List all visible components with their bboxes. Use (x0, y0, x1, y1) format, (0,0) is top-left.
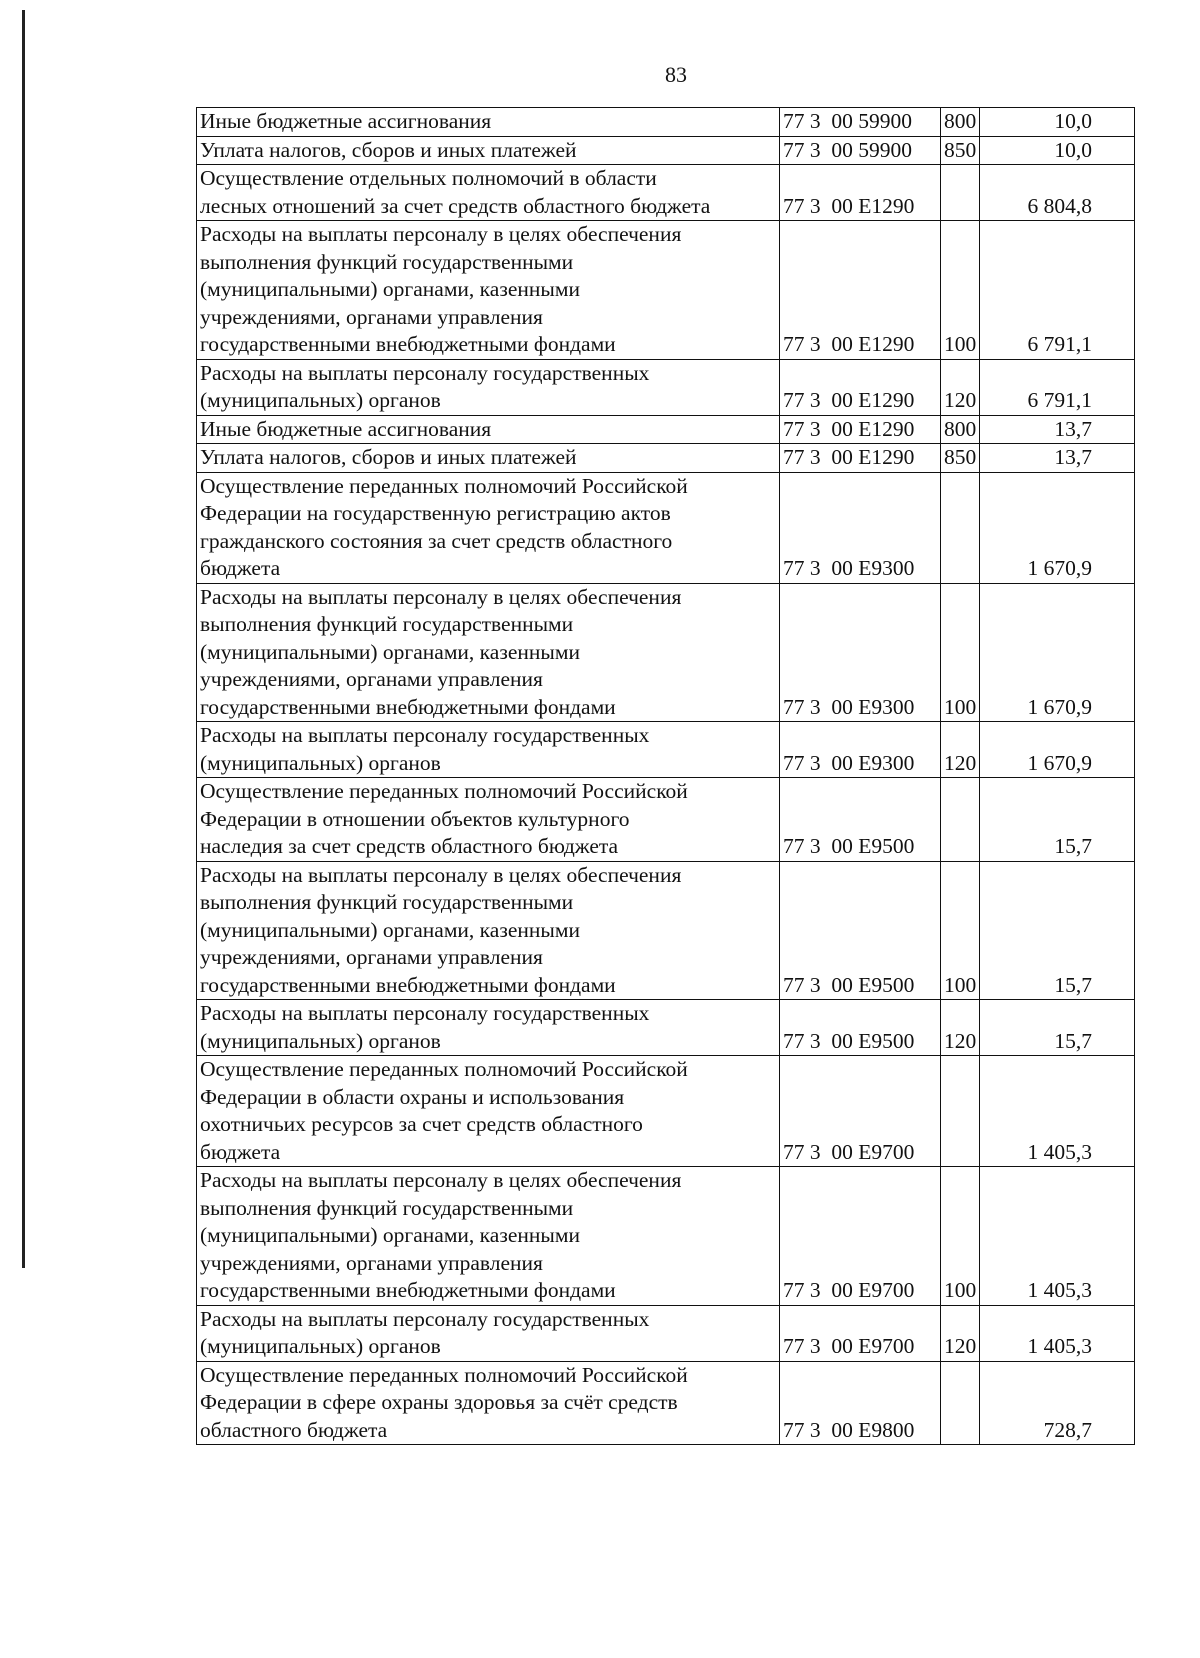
row-amount: 15,7 (980, 778, 1135, 862)
row-code: 77 3 00 Е9500 (780, 1000, 941, 1056)
row-expense-type: 850 (941, 136, 980, 165)
row-amount: 6 804,8 (980, 165, 1135, 221)
row-code: 77 3 00 Е9700 (780, 1167, 941, 1306)
row-description: Осуществление переданных полномочий Российской Федерации на государственную регистрацию актов гражданского состояния за счет средств областного бюджета (197, 472, 780, 583)
row-description: Иные бюджетные ассигнования (197, 108, 780, 137)
row-expense-type: 100 (941, 1167, 980, 1306)
row-code: 77 3 00 Е9500 (780, 861, 941, 1000)
row-amount: 1 670,9 (980, 722, 1135, 778)
row-description: Расходы на выплаты персоналу в целях обеспечения выполнения функций государственными (муниципальными) органами, казенными учреждениями, органами управления государственными внебюджетными фондами (197, 861, 780, 1000)
row-code: 77 3 00 Е1290 (780, 444, 941, 473)
table-row (197, 778, 1135, 862)
row-amount: 10,0 (980, 108, 1135, 137)
row-amount: 1 405,3 (980, 1056, 1135, 1167)
table-row (197, 359, 1135, 415)
row-description: Уплата налогов, сборов и иных платежей (197, 444, 780, 473)
row-amount: 13,7 (980, 444, 1135, 473)
row-amount: 728,7 (980, 1361, 1135, 1445)
row-expense-type: 100 (941, 583, 980, 722)
page-number: 83 (665, 62, 687, 87)
row-expense-type: 120 (941, 1000, 980, 1056)
row-amount: 1 670,9 (980, 472, 1135, 583)
row-description: Расходы на выплаты персоналу государственных (муниципальных) органов (197, 359, 780, 415)
row-description: Осуществление переданных полномочий Российской Федерации в сфере охраны здоровья за счёт средств областного бюджета (197, 1361, 780, 1445)
row-description: Расходы на выплаты персоналу в целях обеспечения выполнения функций государственными (муниципальными) органами, казенными учреждениями, органами управления государственными внебюджетными фондами (197, 1167, 780, 1306)
table-row (197, 165, 1135, 221)
row-amount: 10,0 (980, 136, 1135, 165)
row-expense-type (941, 778, 980, 862)
row-expense-type: 120 (941, 722, 980, 778)
row-description: Расходы на выплаты персоналу государственных (муниципальных) органов (197, 1000, 780, 1056)
row-code: 77 3 00 Е1290 (780, 165, 941, 221)
row-amount: 1 405,3 (980, 1167, 1135, 1306)
row-expense-type (941, 165, 980, 221)
row-expense-type: 850 (941, 444, 980, 473)
scan-edge-line (22, 10, 25, 1268)
row-code: 77 3 00 Е9800 (780, 1361, 941, 1445)
row-code: 77 3 00 Е9300 (780, 472, 941, 583)
row-description: Расходы на выплаты персоналу государственных (муниципальных) органов (197, 722, 780, 778)
row-code: 77 3 00 Е1290 (780, 359, 941, 415)
row-expense-type (941, 1056, 980, 1167)
row-amount: 1 670,9 (980, 583, 1135, 722)
row-description: Осуществление переданных полномочий Российской Федерации в области охраны и использования охотничьих ресурсов за счет средств областного бюджета (197, 1056, 780, 1167)
row-expense-type: 100 (941, 861, 980, 1000)
row-amount: 1 405,3 (980, 1305, 1135, 1361)
row-code: 77 3 00 59900 (780, 136, 941, 165)
row-code: 77 3 00 59900 (780, 108, 941, 137)
row-description: Расходы на выплаты персоналу в целях обеспечения выполнения функций государственными (муниципальными) органами, казенными учреждениями, органами управления государственными внебюджетными фондами (197, 583, 780, 722)
row-code: 77 3 00 Е1290 (780, 415, 941, 444)
table-row (197, 1361, 1135, 1445)
table-row (197, 1167, 1135, 1306)
table-row (197, 472, 1135, 583)
table-row (197, 1000, 1135, 1056)
row-code: 77 3 00 Е9700 (780, 1056, 941, 1167)
row-description: Иные бюджетные ассигнования (197, 415, 780, 444)
row-expense-type: 800 (941, 108, 980, 137)
table-row (197, 444, 1135, 473)
row-code: 77 3 00 Е9300 (780, 722, 941, 778)
table-row (197, 1056, 1135, 1167)
row-description: Расходы на выплаты персоналу государственных (муниципальных) органов (197, 1305, 780, 1361)
row-amount: 13,7 (980, 415, 1135, 444)
row-amount: 15,7 (980, 1000, 1135, 1056)
row-expense-type (941, 472, 980, 583)
budget-table (196, 107, 1135, 1445)
row-expense-type: 120 (941, 1305, 980, 1361)
row-amount: 15,7 (980, 861, 1135, 1000)
row-description: Расходы на выплаты персоналу в целях обеспечения выполнения функций государственными (муниципальными) органами, казенными учреждениями, органами управления государственными внебюджетными фондами (197, 221, 780, 360)
table-row (197, 861, 1135, 1000)
row-code: 77 3 00 Е1290 (780, 221, 941, 360)
row-code: 77 3 00 Е9300 (780, 583, 941, 722)
table-row (197, 722, 1135, 778)
row-description: Уплата налогов, сборов и иных платежей (197, 136, 780, 165)
row-expense-type: 100 (941, 221, 980, 360)
row-description: Осуществление переданных полномочий Российской Федерации в отношении объектов культурного наследия за счет средств областного бюджета (197, 778, 780, 862)
row-code: 77 3 00 Е9700 (780, 1305, 941, 1361)
row-expense-type (941, 1361, 980, 1445)
row-amount: 6 791,1 (980, 221, 1135, 360)
row-amount: 6 791,1 (980, 359, 1135, 415)
row-expense-type: 800 (941, 415, 980, 444)
table-row (197, 136, 1135, 165)
table-body (197, 108, 1135, 1445)
row-code: 77 3 00 Е9500 (780, 778, 941, 862)
table-row (197, 415, 1135, 444)
table-row (197, 1305, 1135, 1361)
row-expense-type: 120 (941, 359, 980, 415)
row-description: Осуществление отдельных полномочий в области лесных отношений за счет средств областного бюджета (197, 165, 780, 221)
table-row (197, 108, 1135, 137)
table-row (197, 583, 1135, 722)
table-row (197, 221, 1135, 360)
